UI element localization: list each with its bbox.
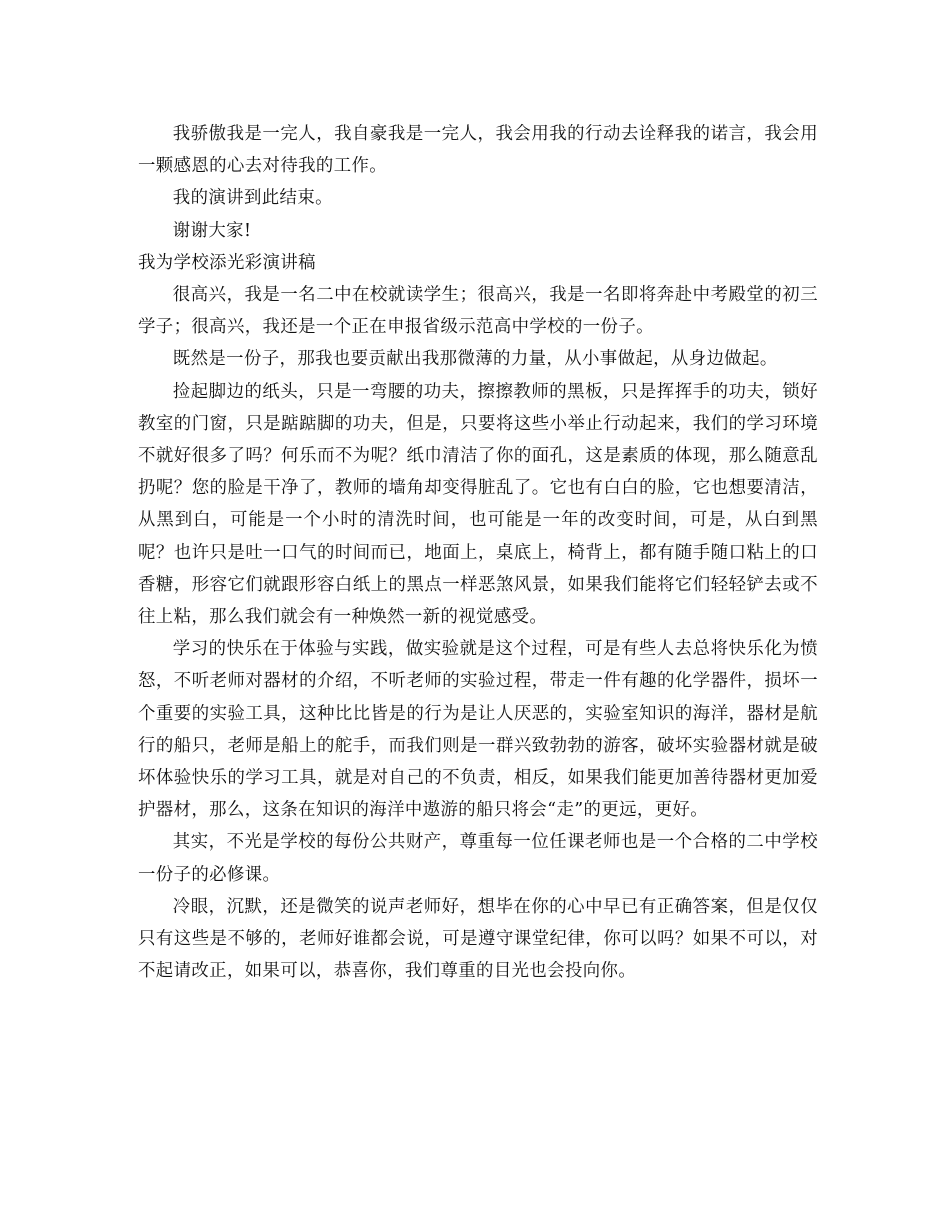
paragraph-intro: 很高兴，我是一名二中在校就读学生；很高兴，我是一名即将奔赴中考殿堂的初三学子；很高兴，我还是一个正在申报省级示范高中学校的一份子。 <box>138 285 818 338</box>
paragraph-environment: 捡起脚边的纸头，只是一弯腰的功夫，擦擦教师的黑板，只是挥挥手的功夫，锁好教室的门窗，只是踮踮脚的功夫，但是，只要将这些小举止行动起来，我们的学习环境不就好很多了吗？何乐而不为呢？纸巾清洁了你的面孔，这是素质的体现，那么随意乱扔呢？您的脸是干净了，教师的墙角却变得脏乱了。它也有白白的脸，它也想要清洁，从黑到白，可能是一个小时的清洗时间，也可能是一年的改变时间，可是，从白到黑呢？也许只是吐一口气的时间而已，地面上，桌底上，椅背上，都有随手随口粘上的口香糖，形容它们就跟形容白纸上的黑点一样恶煞风景，如果我们能将它们轻轻铲去或不往上粘，那么我们就会有一种焕然一新的视觉感受。 <box>138 381 818 628</box>
paragraph-thanks: 谢谢大家! <box>172 220 252 241</box>
paragraph-pride: 我骄傲我是一完人，我自豪我是一完人，我会用我的行动去诠释我的诺言，我会用一颗感恩的心去对待我的工作。 <box>138 124 818 177</box>
section-heading: 我为学校添光彩演讲稿 <box>138 252 316 273</box>
paragraph-experiments: 学习的快乐在于体验与实践，做实验就是这个过程，可是有些人去总将快乐化为愤怒，不听老师对器材的介绍，不听老师的实验过程，带走一件有趣的化学器件，损坏一个重要的实验工具，这种比比皆是的行为是让人厌恶的，实验室知识的海洋，器材是航行的船只，老师是船上的舵手，而我们则是一群兴致勃勃的游客，破坏实验器材就是破坏体验快乐的学习工具，就是对自己的不负责，相反，如果我们能更加善待器材更加爱护器材，那么，这条在知识的海洋中遨游的船只将会“走”的更远，更好。 <box>138 639 818 821</box>
paragraph-contribution: 既然是一份子，那我也要贡献出我那微薄的力量，从小事做起，从身边做起。 <box>172 349 778 370</box>
paragraph-respect-teachers: 其实，不光是学校的每份公共财产，尊重每一位任课老师也是一个合格的二中学校一份子的必修课。 <box>138 832 818 885</box>
paragraph-classroom-discipline: 冷眼，沉默，还是微笑的说声老师好，想毕在你的心中早已有正确答案，但是仅仅只有这些是不够的，老师好谁都会说，可是遵守课堂纪律，你可以吗？如果不可以，对不起请改正，如果可以，恭喜你，我们尊重的目光也会投向你。 <box>138 896 818 982</box>
paragraph-speech-end: 我的演讲到此结束。 <box>172 188 333 209</box>
document-body <box>138 118 818 987</box>
